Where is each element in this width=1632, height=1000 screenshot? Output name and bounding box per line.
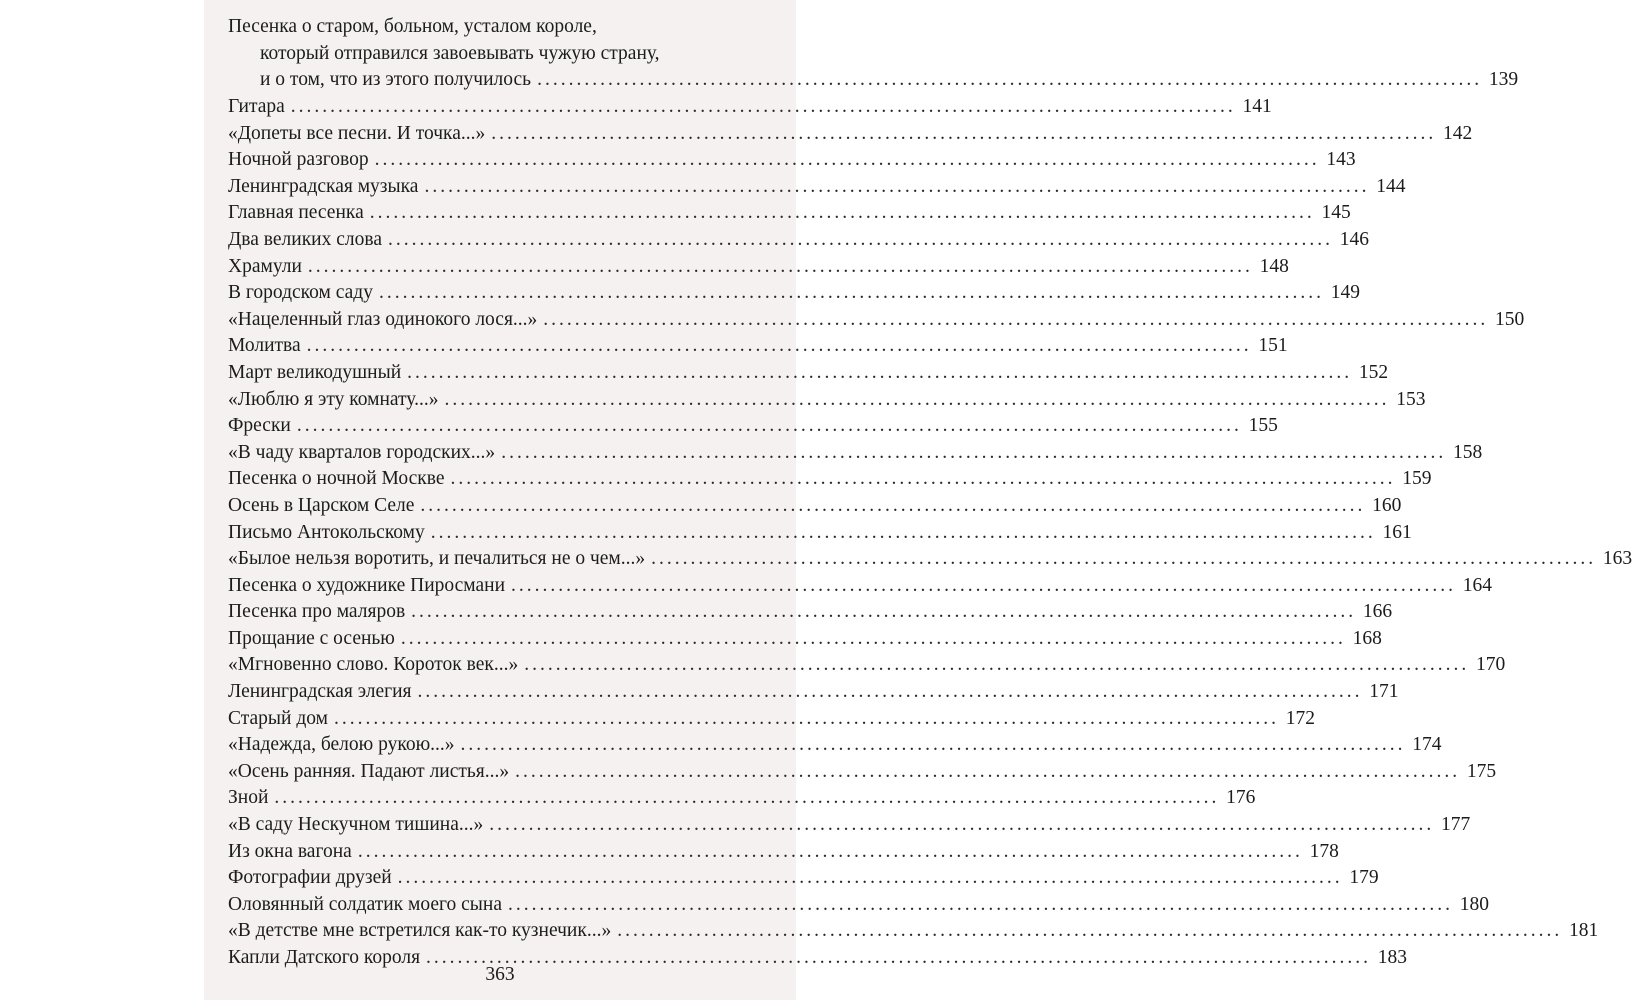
page-number: 160: [1372, 494, 1402, 516]
page-number: 164: [1462, 574, 1493, 596]
toc-entry: [228, 493, 1402, 520]
page-number: 174: [1412, 734, 1442, 756]
toc-entry-title: Осень в Царском Селе: [228, 494, 415, 516]
dot-leader: ........................................................................................................................: [397, 867, 1343, 889]
toc-entry-title: Старый дом: [228, 707, 328, 729]
toc-entry-title-line: и о том, что из этого получилось: [260, 69, 532, 91]
dot-leader: ........................................................................................................................: [387, 228, 1333, 250]
toc-entry: [228, 121, 1473, 148]
page-number: 161: [1382, 521, 1412, 543]
page-number: 143: [1326, 149, 1356, 171]
toc-entry-title: Два великих слова: [228, 228, 382, 250]
dot-leader: ........................................................................................................................: [411, 601, 1357, 623]
page-number: 151: [1258, 335, 1288, 357]
toc-entry: [228, 387, 1426, 414]
toc-entry: [228, 360, 1389, 387]
dot-leader: ........................................................................................................................: [357, 840, 1303, 862]
toc-entry: [228, 254, 1289, 281]
dot-leader: ........................................................................................................................: [460, 734, 1406, 756]
dot-leader: ........................................................................................................................: [524, 654, 1470, 676]
dot-leader: ........................................................................................................................: [290, 96, 1236, 117]
page-number: 152: [1358, 361, 1389, 383]
page-number: 158: [1452, 441, 1483, 463]
toc-entry-title: В городском саду: [228, 282, 373, 304]
dot-leader: ........................................................................................................................: [444, 388, 1390, 410]
dot-leader: ........................................................................................................................: [537, 69, 1483, 91]
page-number: 155: [1248, 415, 1278, 437]
page-number: 142: [1443, 122, 1473, 144]
dot-leader: ........................................................................................................................: [378, 282, 1324, 304]
toc-entry: [228, 679, 1399, 706]
toc-entry-title: Оловянный солдатик моего сына: [228, 893, 502, 915]
toc-entry: [228, 413, 1278, 440]
toc-entry-title: «Допеты все песни. И точка...»: [228, 122, 486, 144]
dot-leader: ........................................................................................................................: [417, 681, 1363, 703]
toc-entry-title: Гитара: [228, 96, 285, 117]
toc-entry: [228, 333, 1288, 360]
dot-leader: ........................................................................................................................: [307, 255, 1253, 277]
page-number: 176: [1226, 787, 1256, 809]
toc-entry-title: «В саду Нескучном тишина...»: [228, 814, 484, 836]
toc-entry: [228, 466, 1432, 493]
page-number: 150: [1495, 308, 1525, 330]
page-number: 180: [1459, 893, 1489, 915]
toc-entry-title: «В чаду кварталов городских...»: [228, 441, 496, 463]
dot-leader: ........................................................................................................................: [511, 574, 1457, 596]
page-number: 149: [1330, 282, 1360, 304]
table-of-contents: [228, 14, 1632, 972]
toc-entry: [228, 94, 1272, 121]
page-number: 139: [1488, 69, 1519, 91]
toc-entry-title: Ленинградская элегия: [228, 681, 412, 703]
page-number: 170: [1475, 654, 1506, 676]
dot-leader: ........................................................................................................................: [430, 521, 1376, 543]
dot-leader: ........................................................................................................................: [489, 814, 1435, 836]
toc-entry-title: Песенка про маляров: [228, 601, 406, 623]
page-number: 179: [1349, 867, 1379, 889]
page-number: 178: [1309, 840, 1339, 862]
toc-entry: [228, 839, 1339, 866]
page-number: 148: [1259, 255, 1289, 277]
toc-entry-title: Письмо Антокольскому: [228, 521, 425, 543]
toc-entry: [228, 732, 1442, 759]
toc-entry: [228, 812, 1471, 839]
toc-entry: [228, 706, 1315, 733]
toc-entry-title: Зной: [228, 787, 269, 809]
dot-leader: ........................................................................................................................: [296, 415, 1242, 437]
toc-entry-title: Ленинградская музыка: [228, 175, 419, 197]
toc-entry: [228, 652, 1506, 679]
toc-entry: [228, 147, 1356, 174]
toc-entry: [228, 626, 1382, 653]
toc-entry: [228, 307, 1525, 334]
toc-entry: [228, 759, 1497, 786]
toc-entry: [228, 785, 1256, 812]
page-number: 171: [1369, 681, 1399, 703]
toc-entry: [228, 200, 1351, 227]
toc-entry-title: «Люблю я эту комнату...»: [228, 388, 439, 410]
dot-leader: ........................................................................................................................: [515, 760, 1461, 782]
page-number: 177: [1441, 814, 1471, 836]
page-folio-number: 363: [485, 964, 515, 985]
page-number: 145: [1321, 202, 1351, 224]
dot-leader: ........................................................................................................................: [274, 787, 1220, 809]
page-number: 153: [1396, 388, 1426, 410]
toc-entry-title: Песенка о ночной Москве: [228, 468, 445, 490]
dot-leader: ........................................................................................................................: [501, 441, 1447, 463]
toc-entry-title: Фрески: [228, 415, 291, 437]
dot-leader: ........................................................................................................................: [450, 468, 1396, 490]
page-number: 172: [1285, 707, 1315, 729]
dot-leader: ........................................................................................................................: [508, 893, 1453, 915]
page-number: 183: [1377, 947, 1408, 968]
toc-entry-title: «Мгновенно слово. Короток век...»: [228, 654, 519, 676]
toc-entry-title: Храмули: [228, 255, 302, 277]
toc-entry-title-line: который отправился завоевывать чужую страну,: [260, 42, 660, 64]
toc-entry: [228, 440, 1483, 467]
toc-entry: [228, 865, 1379, 892]
dot-leader: ........................................................................................................................: [651, 548, 1597, 570]
toc-entry: [228, 918, 1599, 945]
toc-entry: [228, 546, 1632, 573]
toc-entry-title: Март великодушный: [228, 361, 402, 383]
page-number: 144: [1376, 175, 1406, 197]
dot-leader: ........................................................................................................................: [424, 175, 1370, 197]
toc-entry-title: Прощание с осенью: [228, 627, 395, 649]
toc-entry: [228, 520, 1412, 547]
page-number: 166: [1362, 601, 1393, 623]
toc-entry-title: «Нацеленный глаз одинокого лося...»: [228, 308, 538, 330]
toc-entry-title: Капли Датского короля: [228, 947, 421, 968]
dot-leader: ........................................................................................................................: [420, 494, 1366, 516]
dot-leader: ........................................................................................................................: [400, 627, 1346, 649]
toc-entry: [228, 174, 1406, 201]
toc-entry-title: Фотографии друзей: [228, 867, 392, 889]
toc-entry-title: «Осень ранняя. Падают листья...»: [228, 760, 510, 782]
toc-entry-title: Песенка о художнике Пиросмани: [228, 574, 506, 596]
toc-entry-title-line: Песенка о старом, больном, усталом короле,: [228, 16, 597, 37]
toc-entry: [228, 227, 1369, 254]
dot-leader: ........................................................................................................................: [491, 122, 1437, 144]
toc-entry-title: «Надежда, белою рукою...»: [228, 734, 455, 756]
page-number: 141: [1242, 96, 1272, 117]
dot-leader: ........................................................................................................................: [407, 361, 1353, 383]
toc-entry: [228, 14, 1519, 94]
page-number: 163: [1602, 548, 1632, 570]
toc-entry-title: Из окна вагона: [228, 840, 352, 862]
toc-entry: [228, 892, 1489, 919]
page-number: 159: [1402, 468, 1432, 490]
dot-leader: ........................................................................................................................: [333, 707, 1279, 729]
toc-entry-title: Главная песенка: [228, 202, 364, 224]
page-number: 181: [1568, 920, 1599, 942]
toc-entry-title: «Былое нельзя воротить, и печалиться не о чем...»: [228, 548, 646, 570]
page-number: 168: [1352, 627, 1382, 649]
dot-leader: ........................................................................................................................: [306, 335, 1252, 357]
dot-leader: ........................................................................................................................: [369, 202, 1315, 224]
dot-leader: ........................................................................................................................: [426, 947, 1372, 968]
dot-leader: ........................................................................................................................: [374, 149, 1320, 171]
page-number: 175: [1466, 760, 1497, 782]
toc-entry-title: Ночной разговор: [228, 149, 369, 171]
toc-entry: [228, 280, 1360, 307]
dot-leader: ........................................................................................................................: [617, 920, 1563, 942]
toc-entry-title: «В детстве мне встретился как-то кузнечик...»: [228, 920, 612, 942]
toc-entry-title: Молитва: [228, 335, 301, 357]
page-number: 146: [1339, 228, 1369, 250]
toc-entry: [228, 599, 1393, 626]
dot-leader: ........................................................................................................................: [543, 308, 1489, 330]
toc-entry: [228, 573, 1493, 600]
